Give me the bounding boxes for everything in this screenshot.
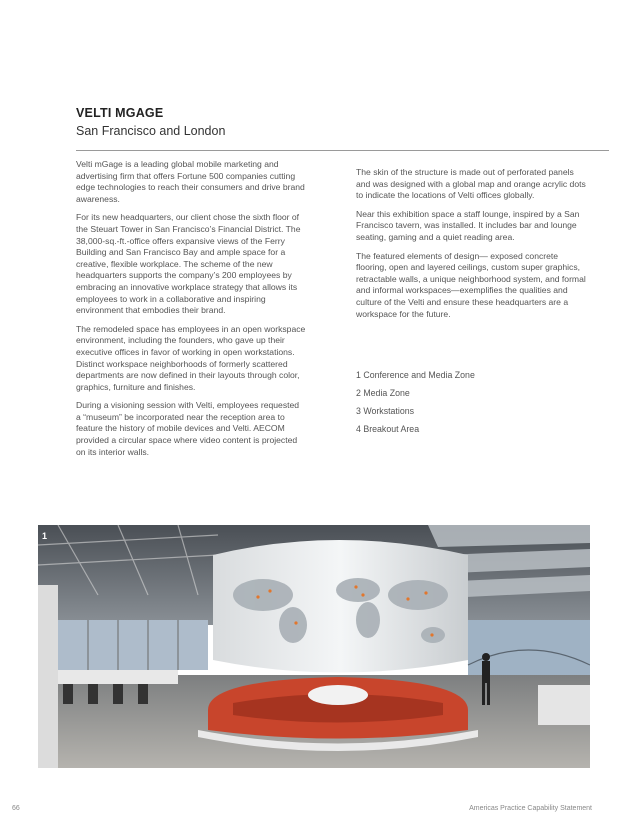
- legend-item-1: 1 Conference and Media Zone: [356, 370, 475, 380]
- zone-legend: [356, 370, 475, 442]
- left-paragraph-4: During a visioning session with Velti, employees requested a “museum” be incorporated near the reception area to feature the history of mobile devices and Velti. AECOM provided a circular space where video content is projected on its interior walls.: [76, 400, 300, 457]
- project-location: San Francisco and London: [76, 124, 226, 138]
- photo-number: 1: [42, 531, 48, 541]
- header-divider: [76, 150, 609, 151]
- left-paragraph-1: Velti mGage is a leading global mobile marketing and advertising firm that offers Fortune 500 companies cutting edge technologies to reach their consumers and drive brand awareness.: [76, 159, 305, 204]
- project-title: VELTI MGAGE: [76, 106, 164, 120]
- right-paragraph-1: The skin of the structure is made out of perforated panels and was designed with a global map and orange acrylic dots to indicate the locations of Velti offices globally.: [356, 167, 586, 201]
- legend-item-2: 2 Media Zone: [356, 388, 410, 398]
- right-text-column: [356, 167, 589, 327]
- right-paragraph-2: Near this exhibition space a staff lounge, inspired by a San Francisco tavern, was installed. It includes bar and lounge seating, gaming and a quiet reading area.: [356, 208, 580, 242]
- left-paragraph-2: For its new headquarters, our client chose the sixth floor of the Steuart Tower in San Francisco’s Financial District. The 38,000-sq.-ft.-office offers expansive views of the Ferry Building and San Francisco Bay and ample space for a creative, flexible workplace. The scheme of the new headquarters supports the company’s 200 employees by embracing an innovative workplace strategy that allows its employees to work in a collaborative and inspiring environment that embodies their brand.: [76, 212, 301, 316]
- left-text-column: [76, 159, 306, 465]
- legend-item-3: 3 Workstations: [356, 406, 415, 416]
- left-paragraph-3: The remodeled space has employees in an open workspace environment, including the founders, who gave up their executive offices in favor of working in open workstations. Distinct workspace neighborhoods of formerly scattered departments are now defined in their layouts through color, graphics, furniture and finishes.: [76, 323, 306, 392]
- page-number: 66: [12, 805, 20, 812]
- legend-item-4: 4 Breakout Area: [356, 424, 420, 434]
- document-title: Americas Practice Capability Statement: [469, 805, 592, 812]
- right-paragraph-3: The featured elements of design— exposed concrete flooring, open and layered ceilings, custom super graphics, retractable walls, a unique neighborhood system, and formal and informal workspaces—exemplifies the qualities and culture of the Velti and ensure these headquarters are a workspace for the future.: [356, 250, 586, 319]
- office-interior-photo: [38, 525, 590, 768]
